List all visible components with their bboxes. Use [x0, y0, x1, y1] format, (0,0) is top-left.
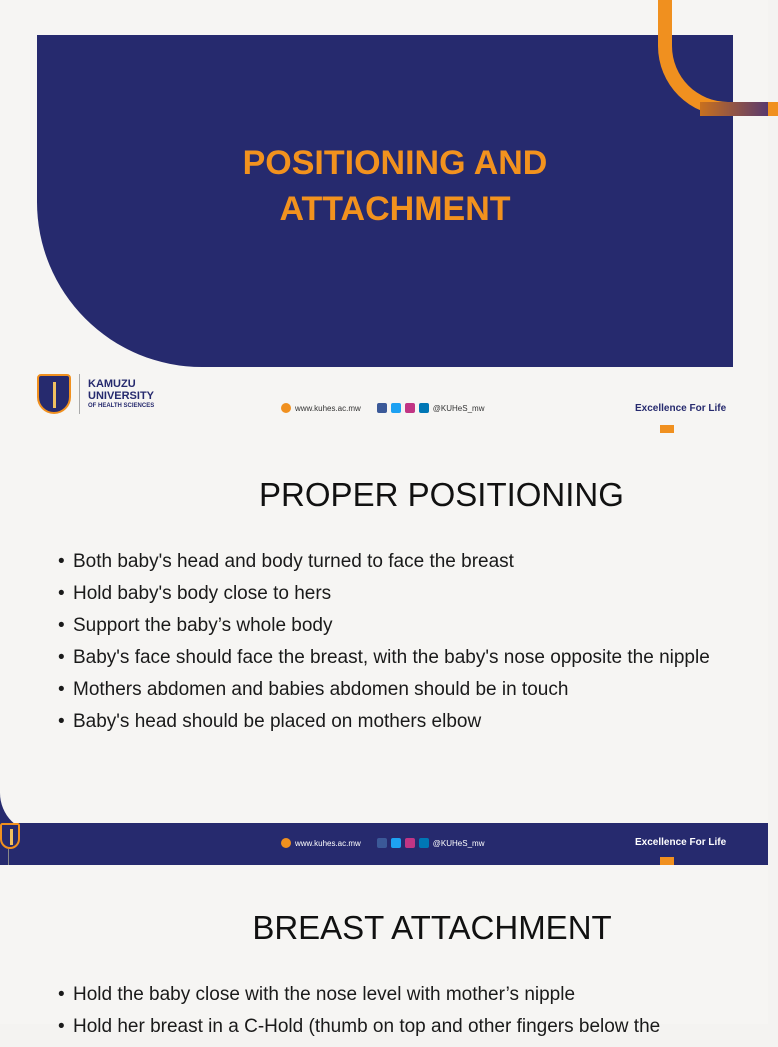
list-item: • Baby's head should be placed on mothers elbow: [58, 710, 738, 734]
tagline: Excellence For Life: [635, 837, 727, 848]
contact-info: [281, 403, 484, 413]
shield-icon: [37, 374, 71, 414]
website-link[interactable]: www.kuhes.ac.mw: [295, 403, 361, 413]
linkedin-icon[interactable]: [419, 838, 429, 848]
social-handle: @KUHeS_mw: [432, 403, 485, 413]
orange-tab: [660, 425, 674, 433]
instagram-icon[interactable]: [405, 838, 415, 848]
globe-icon: [281, 838, 291, 848]
linkedin-icon[interactable]: [419, 403, 429, 413]
slide-heading: PROPER POSITIONING: [259, 476, 624, 513]
list-item: • Hold her breast in a C-Hold (thumb on top and other fingers below the: [58, 1015, 738, 1039]
slide-title-positioning: [0, 0, 768, 440]
slide-title: POSITIONING AND ATTACHMENT: [242, 144, 548, 228]
tagline: Excellence For Life: [635, 403, 727, 414]
social-handle: @KUHeS_mw: [432, 838, 485, 848]
slide-breast-attachment: [0, 865, 768, 1037]
twitter-icon[interactable]: [391, 838, 401, 848]
list-item: • Both baby's head and body turned to face the breast: [58, 550, 738, 574]
list-item: • Hold baby's body close to hers: [58, 582, 738, 606]
facebook-icon[interactable]: [377, 838, 387, 848]
bullet-list: [58, 983, 738, 1047]
shield-icon: [0, 823, 20, 849]
globe-icon: [281, 403, 291, 413]
decorative-arc-tail: [700, 102, 768, 116]
university-logo: KAMUZU UNIVERSITY OF HEALTH SCIENCES: [37, 374, 154, 414]
slide-proper-positioning: [0, 440, 768, 865]
instagram-icon[interactable]: [405, 403, 415, 413]
slide-footer: [0, 370, 768, 430]
list-item: • Baby's face should face the breast, with the baby's nose opposite the nipple: [58, 646, 738, 670]
contact-info: [281, 838, 484, 848]
orange-tab: [660, 857, 674, 865]
slide-heading: BREAST ATTACHMENT: [252, 909, 612, 946]
list-item: • Hold the baby close with the nose level with mother’s nipple: [58, 983, 738, 1007]
website-link[interactable]: www.kuhes.ac.mw: [295, 838, 361, 848]
twitter-icon[interactable]: [391, 403, 401, 413]
list-item: • Mothers abdomen and babies abdomen should be in touch: [58, 678, 738, 702]
facebook-icon[interactable]: [377, 403, 387, 413]
bullet-list: [58, 550, 738, 742]
slide-footer-band: [0, 823, 768, 865]
list-item: • Support the baby’s whole body: [58, 614, 738, 638]
